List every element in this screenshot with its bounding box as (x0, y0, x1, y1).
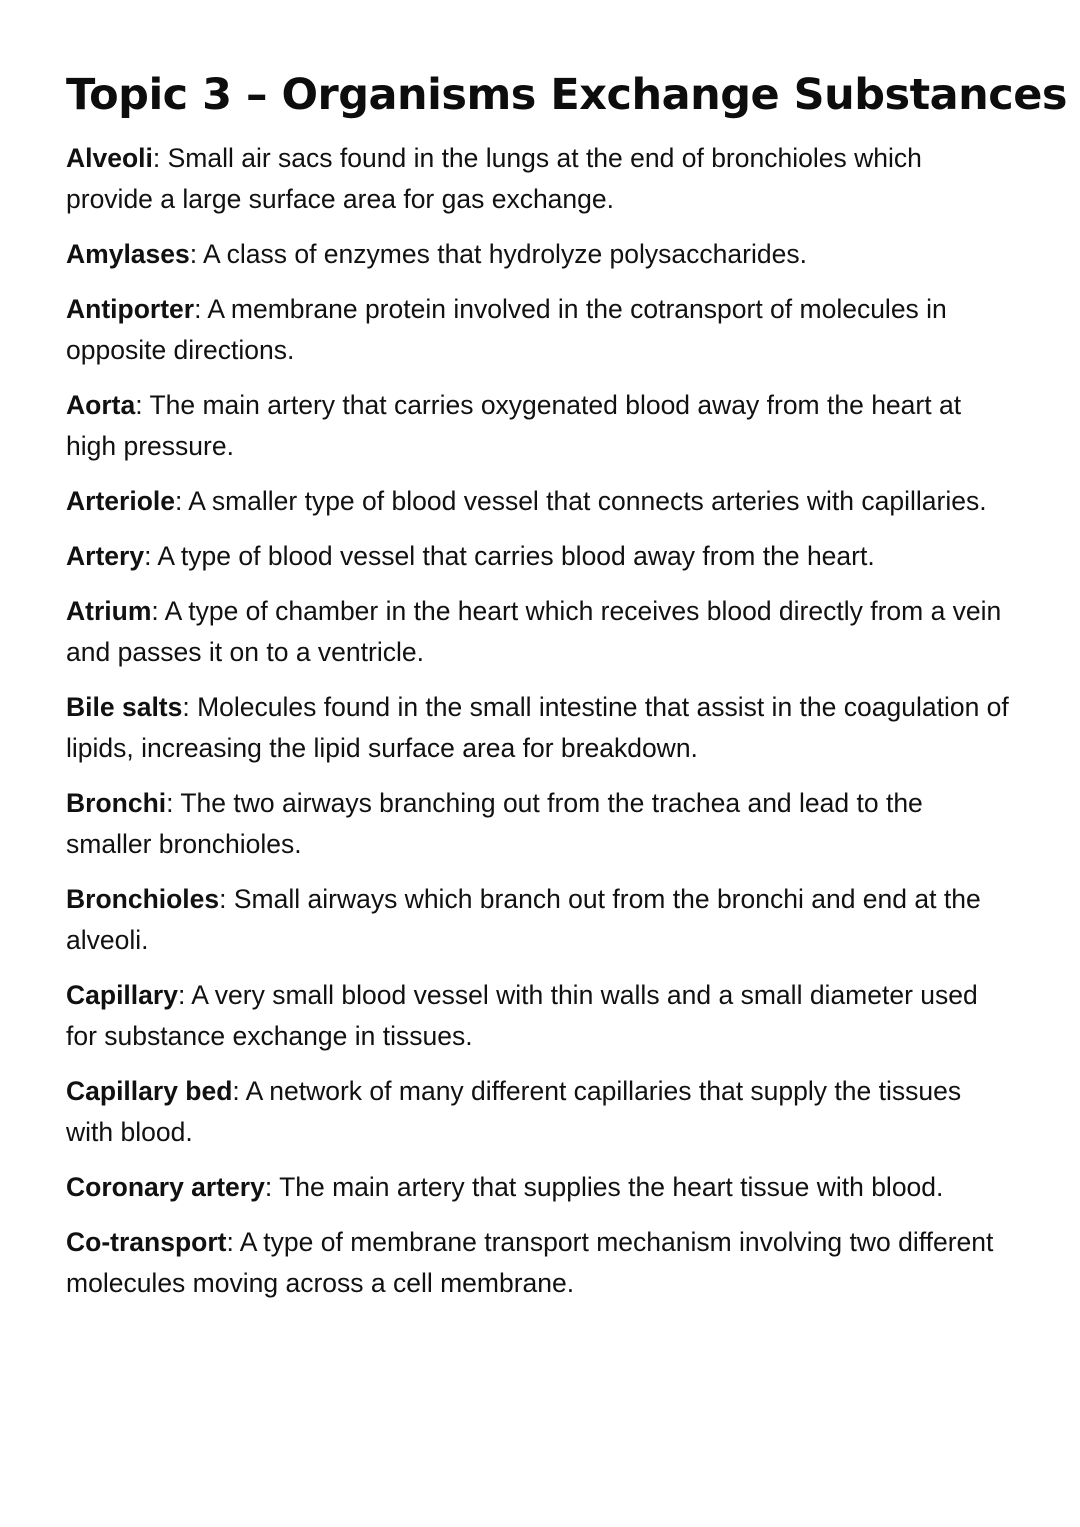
glossary-definition: : A type of chamber in the heart which receives blood directly from a vein and passes it on to a ventricle. (66, 596, 1002, 667)
glossary-term: Bile salts (66, 692, 183, 722)
glossary-definition: : A membrane protein involved in the cotransport of molecules in opposite directions. (66, 294, 947, 365)
glossary-entry-bronchi (66, 783, 1014, 865)
glossary-term: Bronchioles (66, 884, 220, 914)
glossary-entry-amylases (66, 234, 1014, 275)
glossary-definition: : Small air sacs found in the lungs at the end of bronchioles which provide a large surface area for gas exchange. (66, 143, 922, 214)
glossary-definition: : The main artery that supplies the heart tissue with blood. (264, 1172, 944, 1202)
glossary-term: Artery (66, 541, 145, 571)
glossary-term: Antiporter (66, 294, 195, 324)
glossary-entry-antiporter (66, 289, 1014, 371)
glossary-definition: : Molecules found in the small intestine that assist in the coagulation of lipids, increasing the lipid surface area for breakdown. (66, 692, 1009, 763)
glossary-entry-capillary-bed (66, 1071, 1014, 1153)
glossary-definition: : A type of blood vessel that carries blood away from the heart. (144, 541, 875, 571)
glossary-term: Amylases (66, 239, 190, 269)
page-title: Topic 3 – Organisms Exchange Substances (66, 70, 1068, 120)
glossary-entry-aorta (66, 385, 1014, 467)
glossary-entry-artery (66, 536, 1014, 577)
glossary-entry-bile-salts (66, 687, 1014, 769)
glossary-term: Capillary bed (66, 1076, 233, 1106)
glossary-entry-coronary-artery (66, 1167, 1014, 1208)
glossary-definition: : A class of enzymes that hydrolyze polysaccharides. (189, 239, 807, 269)
glossary-term: Co-transport (66, 1227, 227, 1257)
glossary-list (66, 138, 1014, 1304)
glossary-definition: : A type of membrane transport mechanism involving two different molecules moving across a cell membrane. (66, 1227, 994, 1298)
glossary-entry-co-transport (66, 1222, 1014, 1304)
glossary-entry-arteriole (66, 481, 1014, 522)
glossary-term: Atrium (66, 596, 152, 626)
glossary-term: Alveoli (66, 143, 153, 173)
glossary-definition: : A very small blood vessel with thin walls and a small diameter used for substance exchange in tissues. (66, 980, 978, 1051)
glossary-definition: : Small airways which branch out from the bronchi and end at the alveoli. (66, 884, 981, 955)
glossary-term: Capillary (66, 980, 178, 1010)
glossary-definition: : The main artery that carries oxygenated blood away from the heart at high pressure. (66, 390, 962, 461)
glossary-term: Bronchi (66, 788, 167, 818)
glossary-entry-capillary (66, 975, 1014, 1057)
glossary-entry-atrium (66, 591, 1014, 673)
glossary-entry-bronchioles (66, 879, 1014, 961)
glossary-term: Arteriole (66, 486, 175, 516)
glossary-term: Coronary artery (66, 1172, 265, 1202)
glossary-definition: : A network of many different capillaries that supply the tissues with blood. (66, 1076, 962, 1147)
glossary-definition: : The two airways branching out from the trachea and lead to the smaller bronchioles. (66, 788, 923, 859)
glossary-definition: : A smaller type of blood vessel that connects arteries with capillaries. (174, 486, 987, 516)
document-page (66, 66, 1068, 1318)
glossary-term: Aorta (66, 390, 136, 420)
glossary-entry-alveoli (66, 138, 1014, 220)
